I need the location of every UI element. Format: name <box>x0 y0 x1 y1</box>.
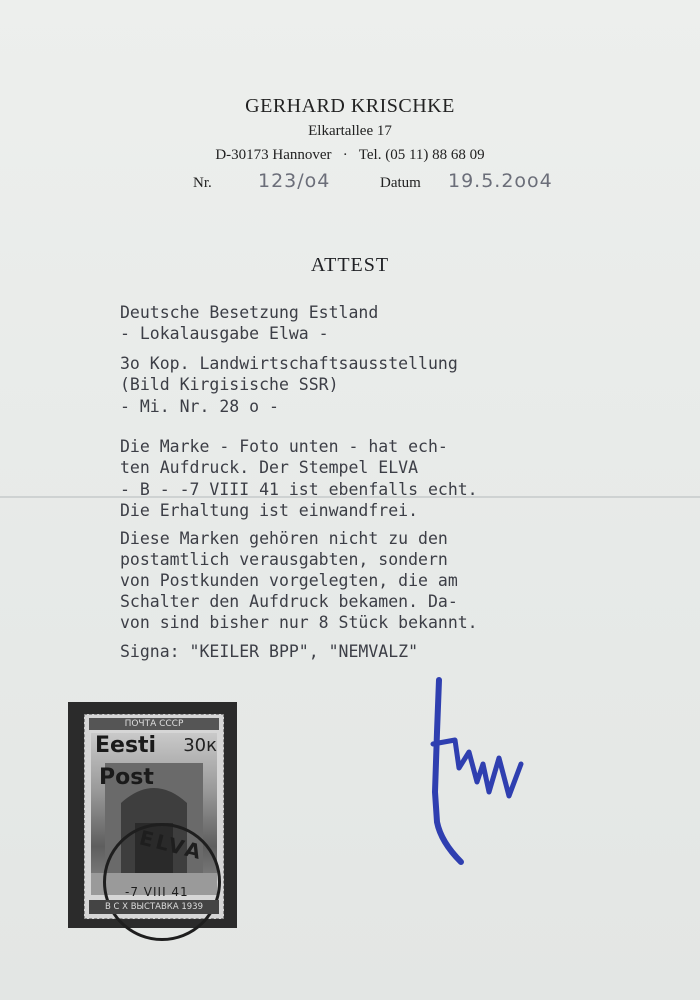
document-title: ATTEST <box>310 254 390 276</box>
postmark-town: ELVA <box>137 825 207 865</box>
overprint-eesti: Eesti <box>95 733 157 758</box>
nr-value: 123/o4 <box>258 170 331 192</box>
stamp-top-legend: ПОЧТА СССР <box>89 718 219 730</box>
datum-value: 19.5.2oo4 <box>448 170 553 192</box>
stamp-bottom-legend: В С Х ВЫСТАВКА 1939 <box>89 900 219 914</box>
body-line: Schalter den Aufdruck bekamen. Da- <box>120 592 458 611</box>
handwritten-signature <box>425 672 535 872</box>
issuer-street: Elkartallee 17 <box>308 123 392 139</box>
nr-label: Nr. <box>193 175 212 191</box>
postage-stamp <box>84 714 224 919</box>
number-date-line <box>0 170 700 199</box>
body-line: Diese Marken gehören nicht zu den <box>120 529 448 548</box>
datum-label: Datum <box>380 175 421 191</box>
body-line: - Lokalausgabe Elwa - <box>120 324 329 343</box>
issuer-name: GERHARD KRISCHKE <box>245 95 455 117</box>
body-line: (Bild Kirgisische SSR) <box>120 375 339 394</box>
overprint-post: Post <box>99 765 154 790</box>
stamp-value: 30к <box>183 735 217 756</box>
postmark-date: -7 VIII 41 <box>125 885 189 899</box>
body-line: - B - -7 VIII 41 ist ebenfalls echt. <box>120 480 478 499</box>
body-line: ten Aufdruck. Der Stempel ELVA <box>120 458 419 477</box>
stamp-photo <box>68 702 237 928</box>
body-line: Die Marke - Foto unten - hat ech- <box>120 437 448 456</box>
body-line: von sind bisher nur 8 Stück bekannt. <box>120 613 478 632</box>
body-line: von Postkunden vorgelegten, die am <box>120 571 458 590</box>
signa-line: Signa: "KEILER BPP", "NEMVALZ" <box>120 642 419 661</box>
body-line: postamtlich verausgabten, sondern <box>120 550 448 569</box>
body-line: - Mi. Nr. 28 o - <box>120 397 279 416</box>
body-line: Deutsche Besetzung Estland <box>120 303 379 322</box>
body-line: 3o Kop. Landwirtschaftsausstellung <box>120 354 458 373</box>
body-line: Die Erhaltung ist einwandfrei. <box>120 501 419 520</box>
issuer-city-phone: D-30173 Hannover · Tel. (05 11) 88 68 09 <box>215 147 485 163</box>
